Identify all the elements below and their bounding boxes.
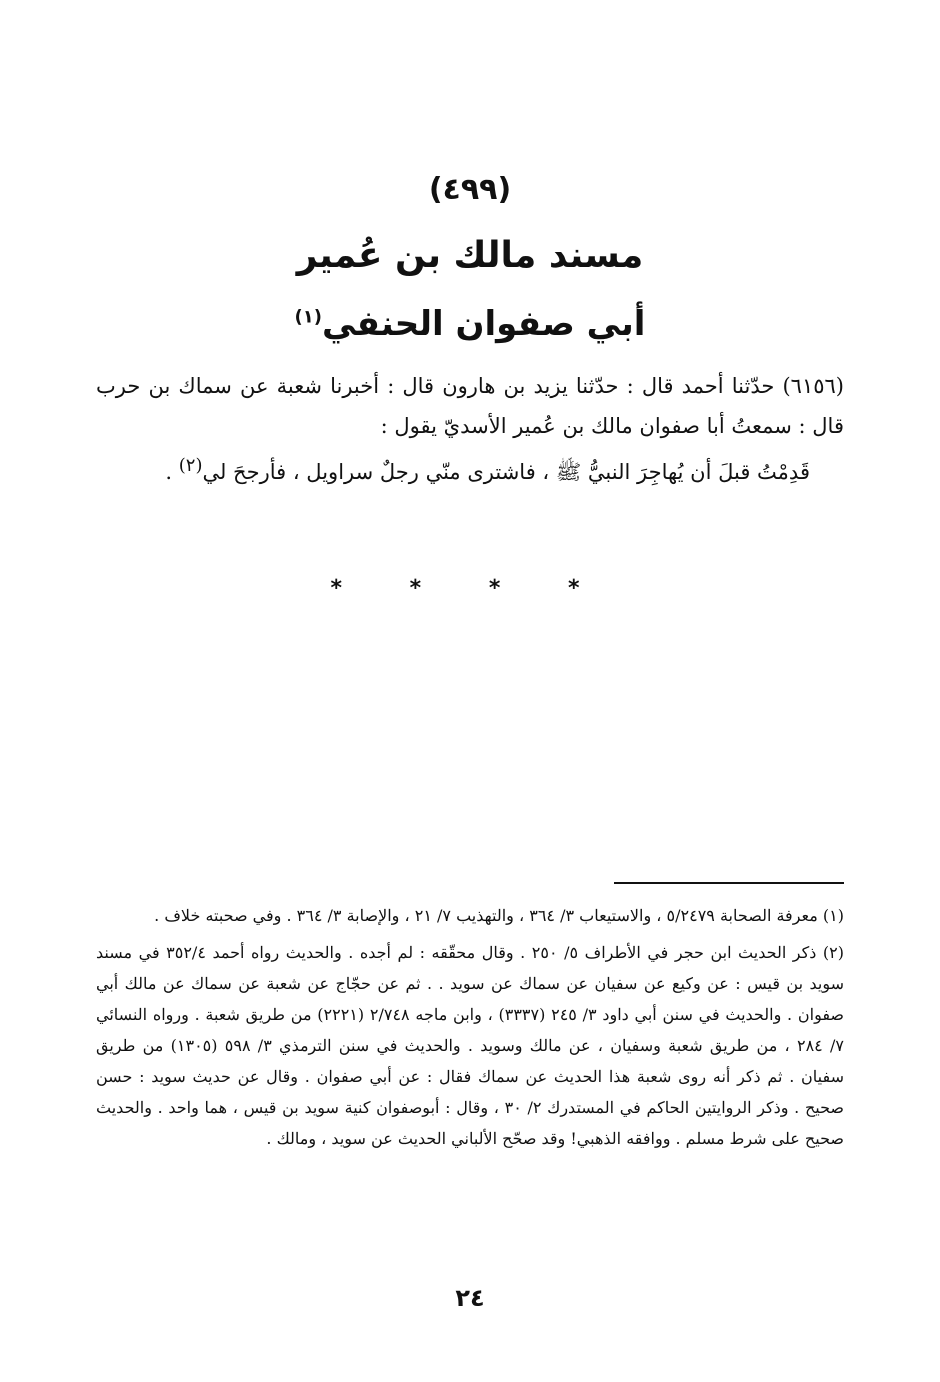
chapter-subtitle [96, 296, 844, 352]
hadith-text-body: قَدِمْتُ قبلَ أن يُهاجِرَ النبيُّ ﷺ ، فاشترى منّي رجلٌ سراويل ، فأرجحَ لي [202, 460, 810, 484]
footnote-ref-2: (٢) [178, 455, 203, 476]
hadith-isnad: (٦١٥٦) حدّثنا أحمد قال : حدّثنا يزيد بن هارون قال : أخبرنا شعبة عن سماك بن حرب قال : سمعتُ أبا صفوان مالك بن عُمير الأسديّ يقول : [96, 374, 844, 438]
chapter-title: مسند مالك بن عُمير [296, 235, 644, 276]
footnote-1: (١) معرفة الصحابة ٥/٢٤٧٩ ، والاستيعاب ٣/ ٣٦٤ ، والتهذيب ٧/ ٢١ ، والإصابة ٣/ ٣٦٤ . وفي صحبته خلاف . [154, 906, 844, 925]
chapter-number: (٤٩٩) [428, 172, 512, 207]
hadith-text-end: . [165, 460, 179, 484]
footnote-rule [614, 882, 844, 884]
footnote-2: (٢) ذكر الحديث ابن حجر في الأطراف ٥/ ٢٥٠ . وقال محقّقه : لم أجده . والحديث رواه أحمد ٣٥٢/٤ في مسند سويد بن قيس : عن وكيع عن سفيان عن سماك عن سويد . . ثم عن حجّاج عن شعبة عن سماك عن مالك أبي صفوان . والحديث في سنن أبي داود ٣/ ٢٤٥ (٣٣٣٧) ، وابن ماجه ٢/٧٤٨ (٢٢٢١) من طريق شعبة . ورواه النسائي ٧/ ٢٨٤ ، من طريق شعبة وسفيان ، عن مالك وسويد . والحديث في سنن الترمذي ٣/ ٥٩٨ (١٣٠٥) من طريق سفيان . ثم ذكر أنه روى شعبة هذا الحديث عن سماك فقال : عن أبي صفوان . وقال عن حديث سويد : حسن صحيح . وذكر الروايتين الحاكم في المستدرك ٢/ ٣٠ ، وقال : أبوصفوان كنية سويد بن قيس ، هما واحد . والحديث صحيح على شرط مسلم . ووافقه الذهبي! وقد صحّح الألباني الحديث عن سويد ، ومالك . [96, 943, 845, 1148]
page-number: ٢٤ [455, 1284, 485, 1312]
section-separator: * * * * [330, 576, 610, 601]
chapter-subtitle-text: أبي صفوان الحنفي [321, 304, 646, 344]
hadith-block [96, 366, 844, 492]
hadith-text [96, 452, 844, 492]
footnotes [96, 900, 844, 1160]
footnote-ref-1: (١) [294, 306, 322, 328]
